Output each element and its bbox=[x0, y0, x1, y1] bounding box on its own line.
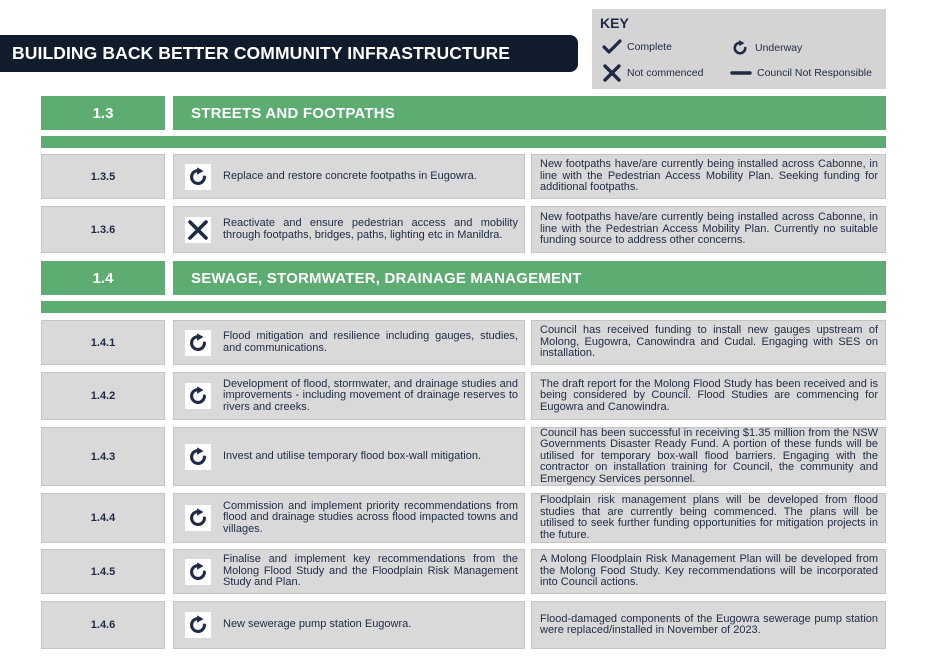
key-council-not-responsible-label: Council Not Responsible bbox=[757, 67, 872, 79]
item-status-text: Council has been successful in receiving $1.35 million from the NSW Governments Disaster Ready Fund. A portion of these funds will be utilised for temporary box-wall flood barriers. Engaging with the contractor on installation training for Council, the community and Emergency Services personnel. bbox=[540, 426, 878, 485]
underway-icon bbox=[187, 332, 209, 354]
underway-icon bbox=[187, 561, 209, 583]
item-status bbox=[531, 549, 886, 594]
key-item-not-commenced bbox=[602, 64, 703, 82]
key-underway-label: Underway bbox=[755, 42, 803, 54]
item-action-text: New sewerage pump station Eugowra. bbox=[223, 618, 412, 631]
key-item-council-not-responsible bbox=[730, 64, 872, 82]
checkmark-icon bbox=[602, 39, 622, 55]
key-title: KEY bbox=[600, 15, 629, 31]
item-status-text: The draft report for the Molong Flood Study has been received and is being considered by Council. Flood Studies are commencing for Eugowra and Canowindra. bbox=[540, 377, 878, 413]
status-icon-box bbox=[185, 383, 211, 409]
cross-icon bbox=[602, 64, 622, 82]
status-icon-box bbox=[185, 612, 211, 638]
section-heading bbox=[173, 96, 886, 130]
item-number: 1.4.3 bbox=[41, 427, 165, 486]
section-title: STREETS AND FOOTPATHS bbox=[191, 104, 395, 122]
item-action-text: Commission and implement priority recommendations from flood and drainage studies across flood impacted towns and villages. bbox=[223, 499, 518, 535]
item-status-text: Council has received funding to install new gauges upstream of Molong, Eugowra, Canowindra and Cudal. Engaging with SES on installation. bbox=[540, 324, 878, 360]
item-action-text: Reactivate and ensure pedestrian access and mobility through footpaths, bridges, paths, lighting etc in Manildra. bbox=[223, 217, 518, 241]
item-status bbox=[531, 493, 886, 543]
item-number: 1.4.6 bbox=[41, 601, 165, 649]
item-action bbox=[173, 493, 525, 543]
item-number: 1.3.5 bbox=[41, 154, 165, 199]
item-action bbox=[173, 206, 525, 253]
underway-icon bbox=[730, 39, 750, 57]
item-status-text: New footpaths have/are currently being installed across Cabonne, in line with the Pedestrian Access Mobility Plan. Currently no suitable funding source to address other concerns. bbox=[540, 211, 878, 247]
item-action bbox=[173, 320, 525, 365]
item-action bbox=[173, 549, 525, 594]
item-action bbox=[173, 601, 525, 649]
report-title-bar bbox=[0, 35, 578, 72]
key-not-commenced-label: Not commenced bbox=[627, 67, 704, 79]
item-status-text: Flood-damaged components of the Eugowra sewerage pump station were replaced/installed in November of 2023. bbox=[540, 612, 878, 636]
section-title: SEWAGE, STORMWATER, DRAINAGE MANAGEMENT bbox=[191, 269, 582, 287]
item-action-text: Flood mitigation and resilience including gauges, studies, and communications. bbox=[223, 330, 518, 354]
item-action bbox=[173, 372, 525, 420]
key-legend bbox=[592, 9, 886, 89]
item-action-text: Finalise and implement key recommendations from the Molong Flood Study and the Floodplain Risk Management Study and Plan. bbox=[223, 553, 518, 589]
status-icon-box bbox=[185, 164, 211, 190]
item-status-text: Floodplain risk management plans will be developed from flood studies that are currently being commenced. The plans will be utilised to seek further funding opportunities for mitigation projects in the future. bbox=[540, 494, 878, 541]
status-icon-box bbox=[185, 330, 211, 356]
item-status bbox=[531, 154, 886, 199]
item-number: 1.4.5 bbox=[41, 549, 165, 594]
underway-icon bbox=[187, 614, 209, 636]
item-action-text: Development of flood, stormwater, and drainage studies and improvements - including movement of drainage reserves to rivers and creeks. bbox=[223, 377, 518, 413]
item-action-text: Replace and restore concrete footpaths in Eugowra. bbox=[223, 169, 477, 182]
section-number: 1.3 bbox=[41, 96, 165, 130]
underway-icon bbox=[187, 166, 209, 188]
status-icon-box bbox=[185, 559, 211, 585]
section-heading bbox=[173, 261, 886, 295]
item-action-text: Invest and utilise temporary flood box-wall mitigation. bbox=[223, 449, 482, 462]
item-status-text: New footpaths have/are currently being installed across Cabonne, in line with the Pedestrian Access Mobility Plan. Seeking funding for additional footpaths. bbox=[540, 158, 878, 194]
report-title: BUILDING BACK BETTER COMMUNITY INFRASTRUCTURE bbox=[12, 43, 511, 63]
status-icon-box bbox=[185, 444, 211, 470]
section-number: 1.4 bbox=[41, 261, 165, 295]
item-action bbox=[173, 154, 525, 199]
key-item-complete bbox=[602, 39, 672, 55]
underway-icon bbox=[187, 385, 209, 407]
key-item-underway bbox=[730, 39, 802, 57]
underway-icon bbox=[187, 507, 209, 529]
status-icon-box bbox=[185, 217, 211, 243]
status-icon-box bbox=[185, 505, 211, 531]
item-status bbox=[531, 372, 886, 420]
item-status bbox=[531, 601, 886, 649]
item-status-text: A Molong Floodplain Risk Management Plan will be developed from the Molong Food Study. Key recommendations will be incorporated into Council actions. bbox=[540, 553, 878, 589]
item-status bbox=[531, 206, 886, 253]
dash-icon bbox=[730, 64, 752, 82]
not-commenced-icon bbox=[187, 219, 209, 241]
key-complete-label: Complete bbox=[627, 41, 672, 53]
item-status bbox=[531, 320, 886, 365]
item-number: 1.3.6 bbox=[41, 206, 165, 253]
item-number: 1.4.2 bbox=[41, 372, 165, 420]
item-action bbox=[173, 427, 525, 486]
section-divider bbox=[41, 301, 886, 313]
underway-icon bbox=[187, 446, 209, 468]
item-number: 1.4.4 bbox=[41, 493, 165, 543]
section-divider bbox=[41, 136, 886, 148]
item-status bbox=[531, 427, 886, 486]
item-number: 1.4.1 bbox=[41, 320, 165, 365]
